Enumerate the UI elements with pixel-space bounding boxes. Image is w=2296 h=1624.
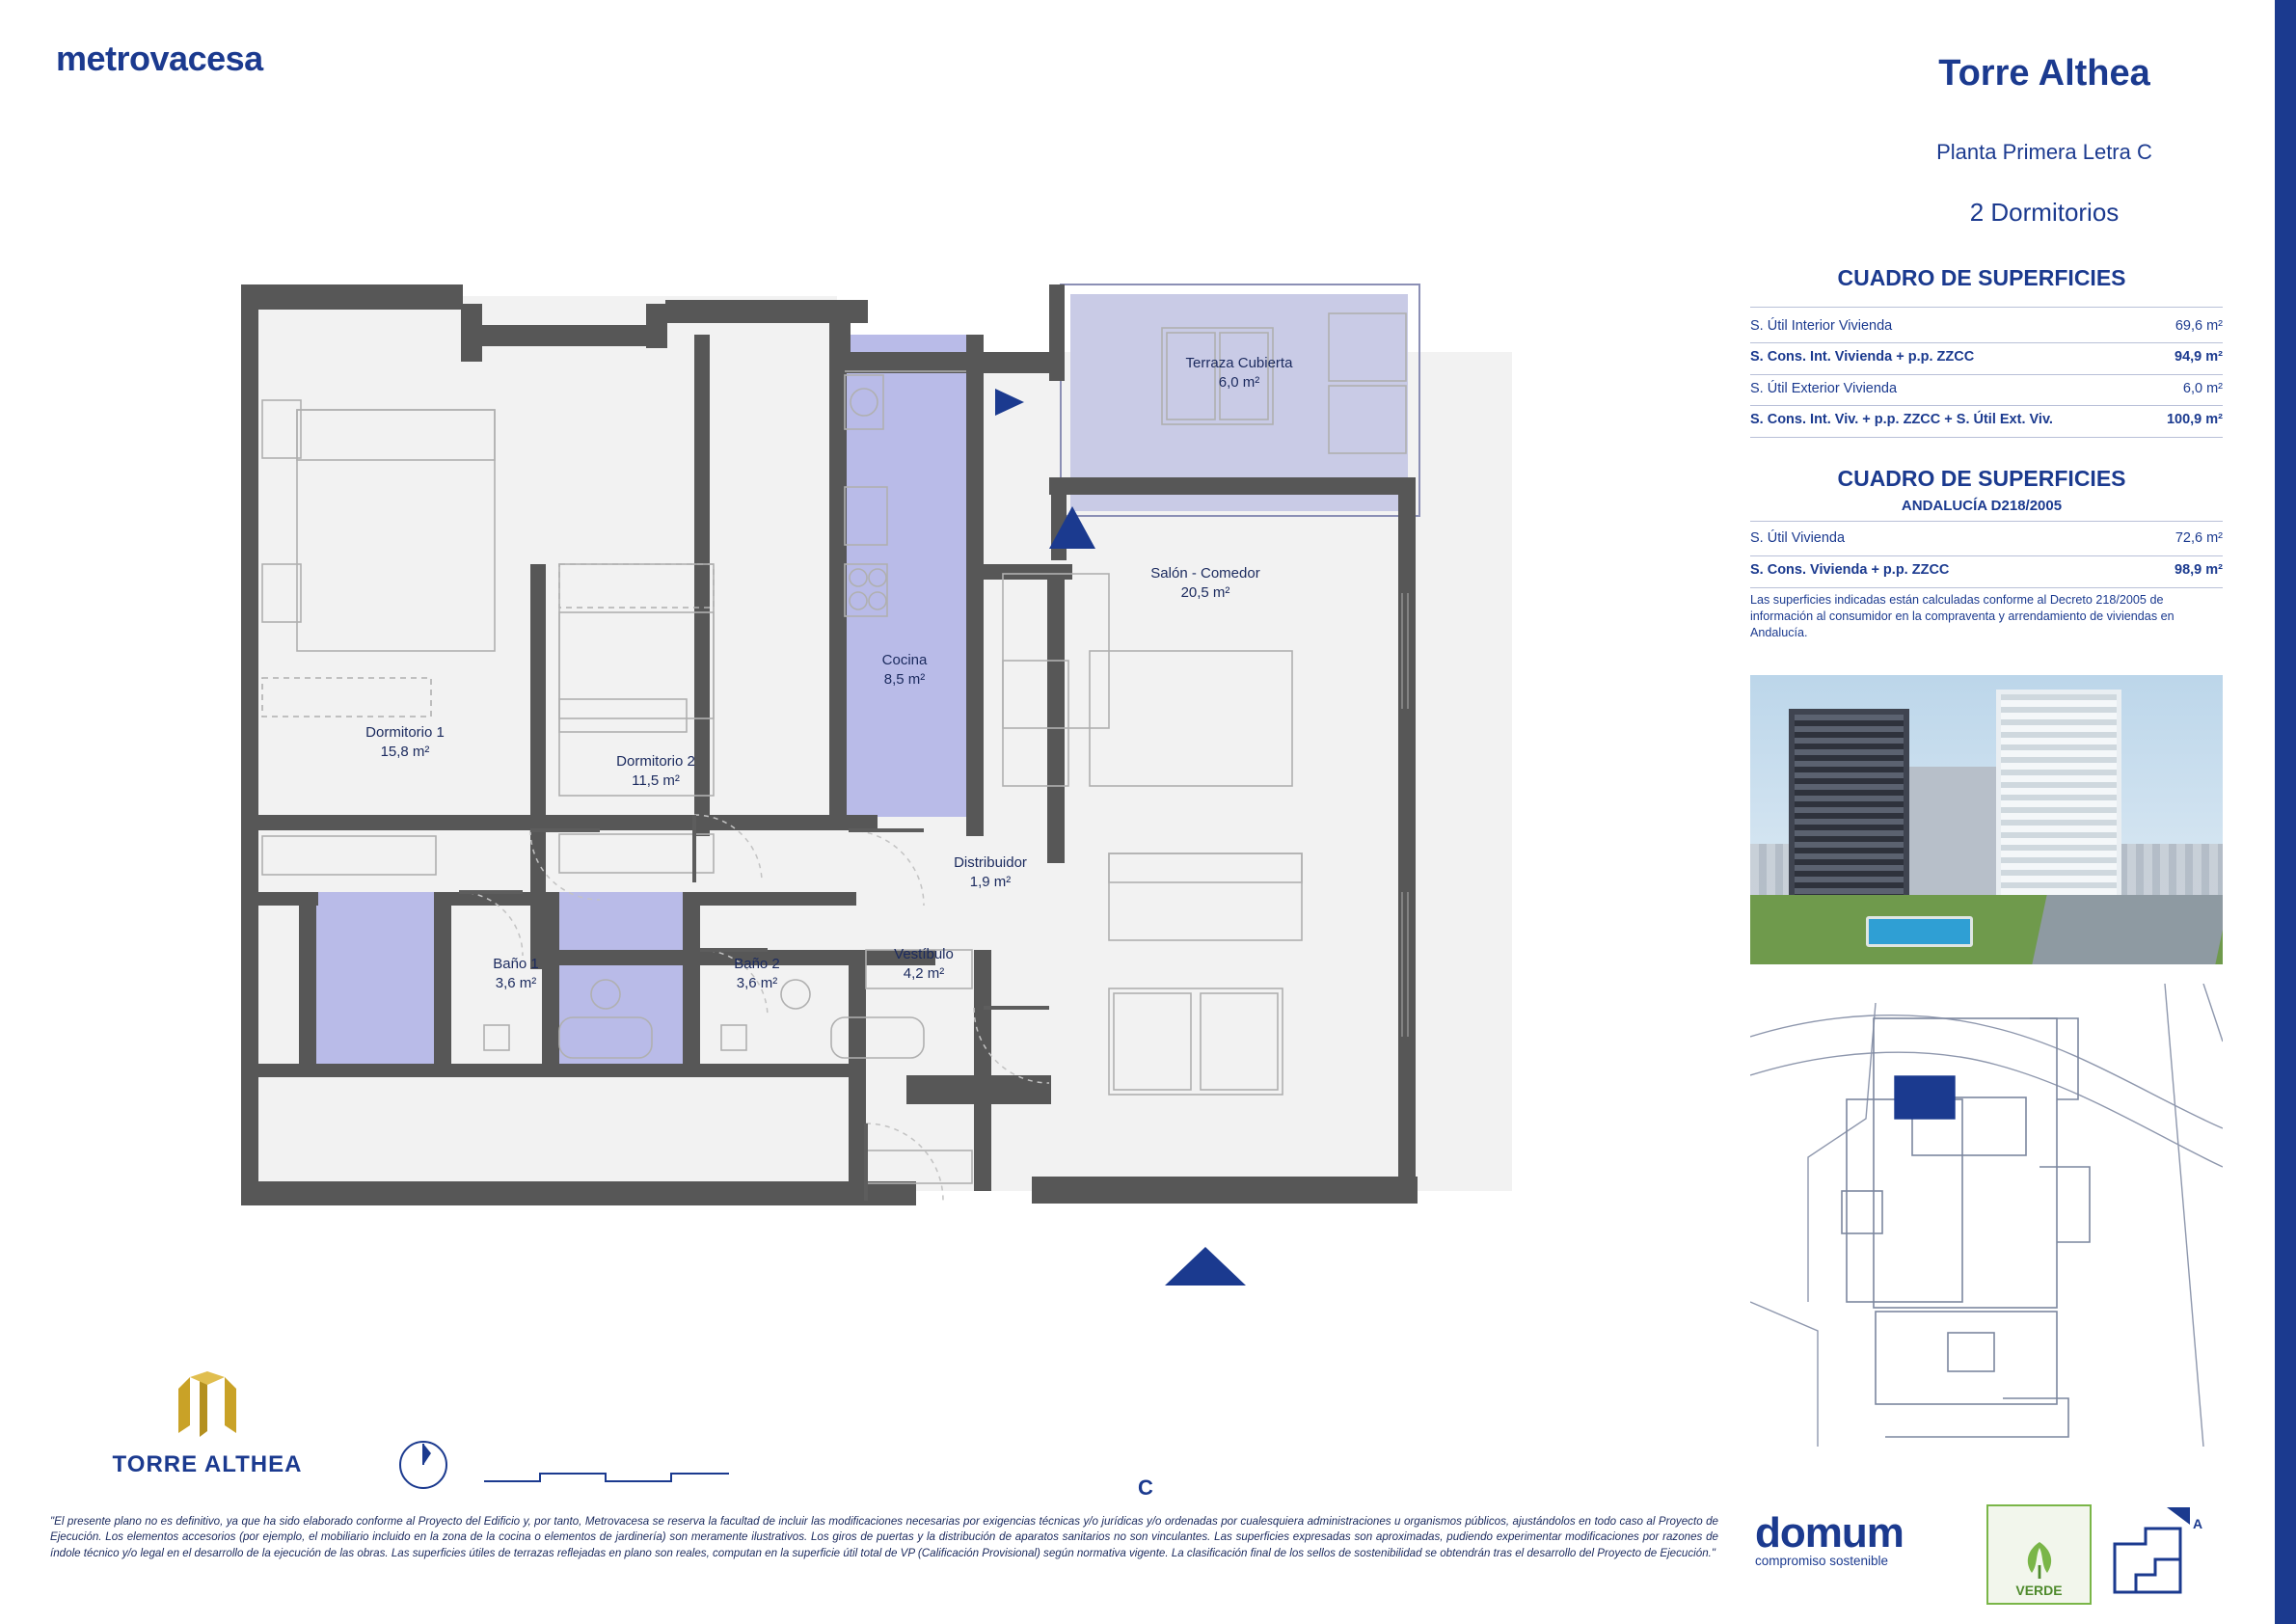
- photo-road: [2032, 895, 2223, 964]
- row-value: 72,6 m²: [2174, 530, 2223, 546]
- bano2-area: [559, 892, 685, 1066]
- floor-plan-drawing: [241, 275, 1524, 1239]
- domum-logo: [1755, 1509, 1904, 1568]
- row-label: S. Útil Interior Vivienda: [1750, 318, 1893, 334]
- room-label-terraza-cubierta: Terraza Cubierta 6,0 m²: [1185, 355, 1293, 392]
- page-title: Torre Althea: [1938, 53, 2150, 94]
- right-edge-bar: [2275, 0, 2296, 1624]
- table-row: [1750, 318, 2223, 334]
- verde-label: VERDE: [2015, 1583, 2063, 1598]
- torre-althea-mark: [161, 1369, 254, 1439]
- scale-bar: [482, 1466, 733, 1489]
- divider: [1750, 437, 2223, 438]
- torre-althea-name: TORRE ALTHEA: [112, 1451, 303, 1477]
- surfaces-table-2-subtitle: ANDALUCÍA D218/2005: [1901, 498, 2063, 514]
- domum-tagline: compromiso sostenible: [1755, 1554, 1889, 1568]
- divider: [1750, 521, 2223, 522]
- divider: [1750, 307, 2223, 308]
- row-value: 69,6 m²: [2174, 318, 2223, 334]
- surfaces-table-2-title: CUADRO DE SUPERFICIES: [1837, 466, 2126, 491]
- row-label: S. Cons. Vivienda + p.p. ZZCC: [1750, 562, 1950, 578]
- plan-subtitle: Planta Primera Letra C: [1936, 140, 2152, 164]
- room-label-dormitorio-1: Dormitorio 1 15,8 m²: [365, 724, 445, 761]
- divider: [1750, 405, 2223, 406]
- photo-tower-light: [1996, 690, 2121, 921]
- row-label: S. Cons. Int. Vivienda + p.p. ZZCC: [1750, 349, 1975, 365]
- metrovacesa-logo: metrovacesa: [56, 39, 263, 78]
- bedrooms-subtitle: 2 Dormitorios: [1969, 198, 2120, 227]
- divider: [1750, 587, 2223, 588]
- verde-seal: [1986, 1504, 2092, 1605]
- photo-tower-dark: [1789, 709, 1909, 916]
- bano1-area: [316, 892, 440, 1066]
- building-photo: [1750, 675, 2223, 964]
- row-label: S. Útil Exterior Vivienda: [1750, 381, 1898, 396]
- room-label-cocina: Cocina 8,5 m²: [881, 652, 928, 689]
- torre-althea-logo: [106, 1369, 309, 1478]
- room-label-bano-1: Baño 1 3,6 m²: [493, 956, 539, 992]
- site-location-map: [1750, 984, 2223, 1447]
- room-label-dormitorio-2: Dormitorio 2 11,5 m²: [616, 753, 695, 790]
- table-row: [1750, 412, 2223, 427]
- table-row: [1750, 562, 2223, 578]
- north-orientation-icon: [2107, 1500, 2208, 1604]
- unit-highlight: [1895, 1076, 1955, 1119]
- room-label-vestibulo: Vestíbulo 4,2 m²: [894, 946, 954, 983]
- row-value: 100,9 m²: [2166, 412, 2223, 427]
- row-label: S. Útil Vivienda: [1750, 530, 1846, 546]
- floor-plan: [241, 275, 1524, 1500]
- legal-disclaimer: "El presente plano no es definitivo, ya que ha sido elaborado conforme al Proyecto del Edificio y, por tanto, Metrovacesa se reserva la facultad de incluir las modificaciones necesarias por exigencias técnicas y/o jurídicas y/o ordenadas por cualesquiera administraciones u organismos públicos, ajustándolos en todo caso al Proyecto de Ejecución. Los elementos accesorios (por ejemplo, el mobiliario incluido en la zona de la cocina o elementos de jardinería) son meramente ilustrativos. Los giros de puertas y la distribución de aparatos sanitarios no son vinculantes. Las superficies expresadas son aproximadas, pudiendo experimentar modificaciones por razones de índole técnico y/o legal en el desarrollo de la ejecución de las obras. Las superficies útiles de terrazas reflejadas en plano son reales, computan en la superficie útil total de VP (Calificación Provisional) según normativa vigente. La clasificación final de los sellos de sostenibilidad se obtendrán tras el desarrollo del Proyecto de Ejecución.": [50, 1515, 1718, 1559]
- room-label-distribuidor: Distribuidor 1,9 m²: [954, 854, 1027, 891]
- divider: [1750, 374, 2223, 375]
- kitchen-area: [839, 335, 974, 817]
- leaf-icon: [2020, 1540, 2059, 1581]
- table-row: [1750, 349, 2223, 365]
- row-value: 6,0 m²: [2182, 381, 2223, 396]
- surfaces-note: Las superficies indicadas están calculadas conforme al Decreto 218/2005 de información al consumidor en la compraventa y arrendamiento de viviendas en Andalucía.: [1750, 593, 2174, 639]
- row-value: 94,9 m²: [2174, 349, 2223, 365]
- table-row: [1750, 381, 2223, 396]
- room-label-salon-comedor: Salón - Comedor 20,5 m²: [1150, 565, 1260, 602]
- svg-text:A: A: [2193, 1516, 2203, 1531]
- room-label-bano-2: Baño 2 3,6 m²: [734, 956, 780, 992]
- divider: [1750, 342, 2223, 343]
- surfaces-table-1-title: CUADRO DE SUPERFICIES: [1837, 265, 2126, 290]
- row-value: 98,9 m²: [2174, 562, 2223, 578]
- domum-wordmark: domum: [1755, 1509, 1904, 1556]
- row-label: S. Cons. Int. Viv. + p.p. ZZCC + S. Útil Ext. Viv.: [1750, 412, 2053, 427]
- divider: [1750, 555, 2223, 556]
- photo-pool: [1866, 916, 1973, 947]
- compass-icon: [397, 1439, 449, 1491]
- entry-arrow: [1148, 1239, 1263, 1307]
- table-row: [1750, 530, 2223, 546]
- entry-letter: C: [1138, 1475, 1153, 1500]
